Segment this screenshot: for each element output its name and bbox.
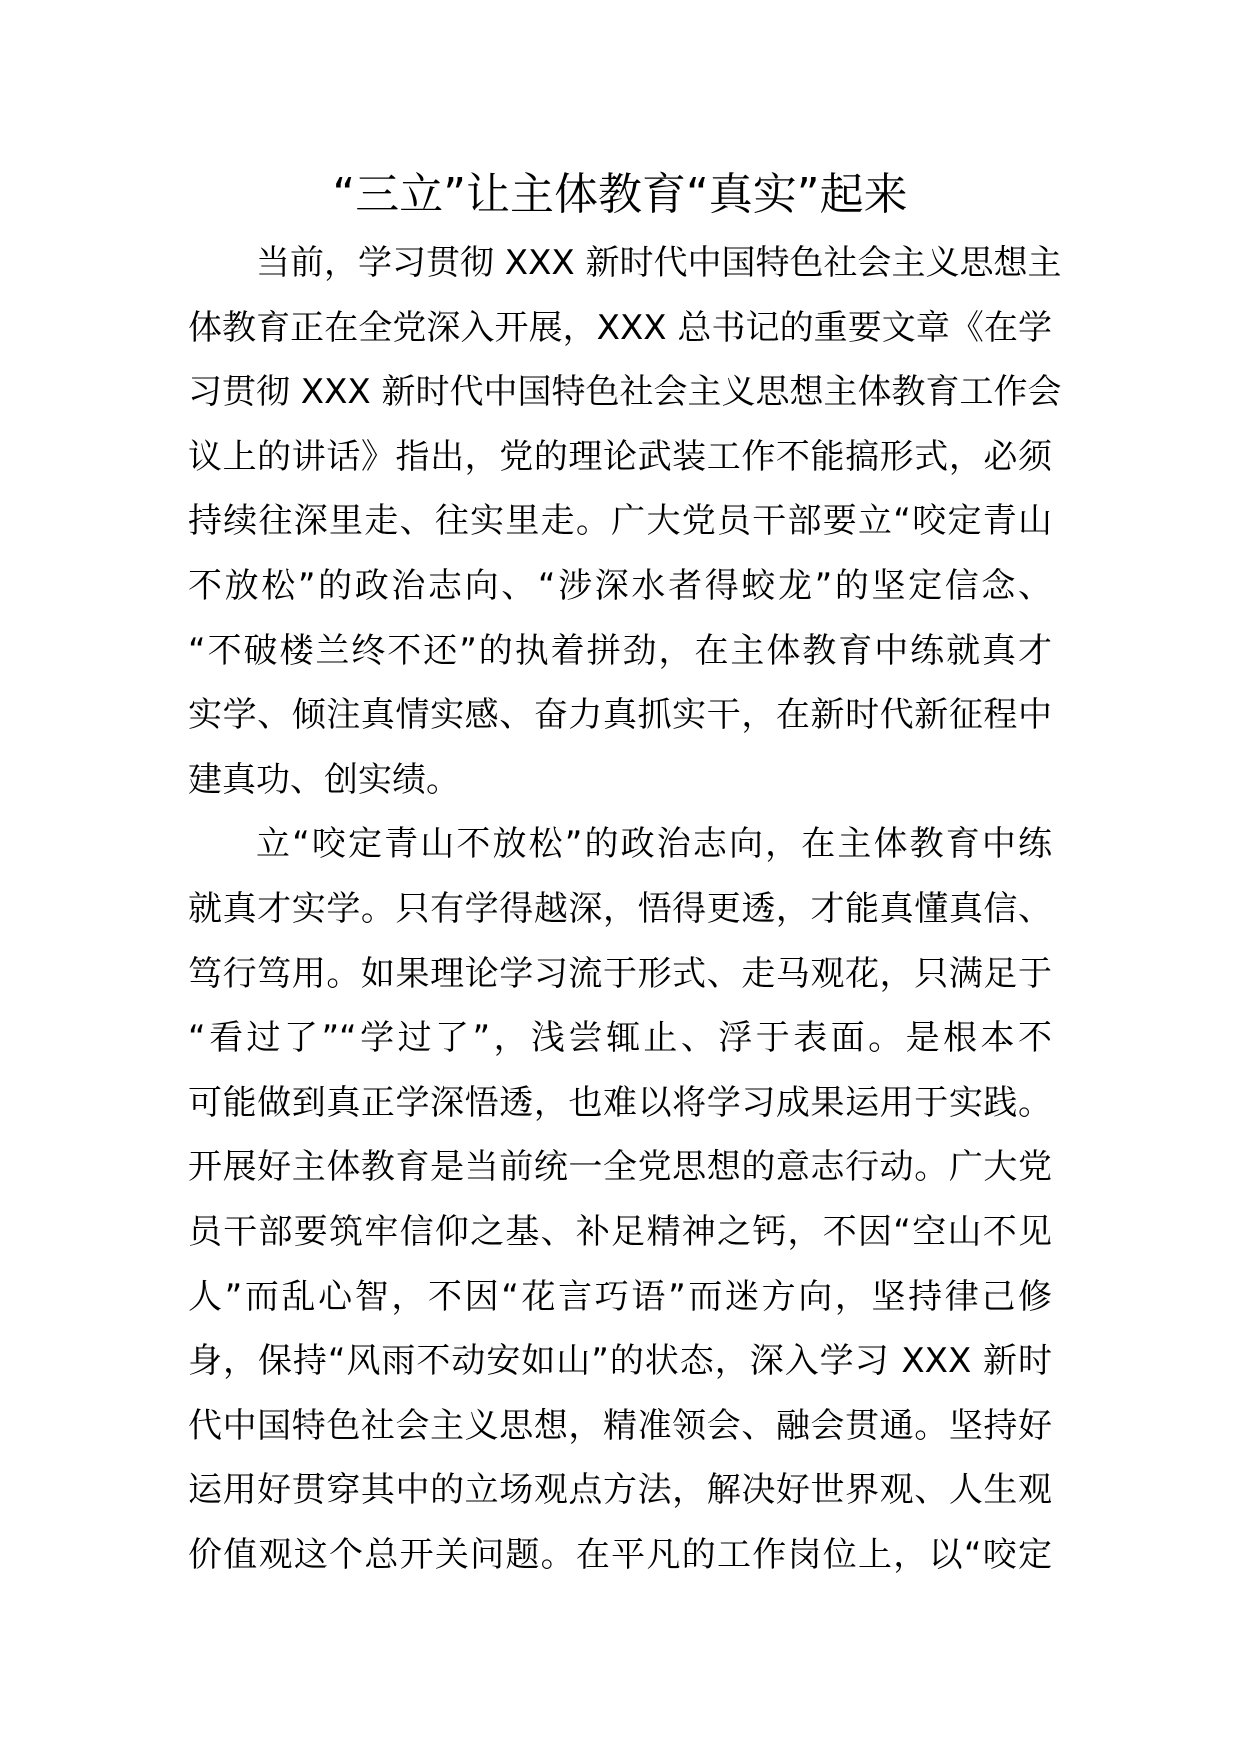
text-line: 建真功、创实绩。 [188, 759, 460, 800]
text-line: 不放松”的政治志向、“涉深水者得蛟龙”的坚定信念、 [188, 565, 1052, 606]
text-line: 立“咬定青山不放松”的政治志向，在主体教育中练 [256, 824, 1052, 865]
text-line: 代中国特色社会主义思想，精准领会、融会贯通。坚持好 [188, 1405, 1052, 1446]
text-line: 笃行笃用。如果理论学习流于形式、走马观花，只满足于 [188, 953, 1052, 994]
text-line: 体教育正在全党深入开展，XXX 总书记的重要文章《在学 [188, 307, 1052, 348]
text-line: 人”而乱心智，不因“花言巧语”而迷方向，坚持律己修 [188, 1276, 1052, 1317]
text-line: 员干部要筑牢信仰之基、补足精神之钙，不因“空山不见 [188, 1211, 1052, 1252]
text-line: 当前，学习贯彻 XXX 新时代中国特色社会主义思想主 [256, 243, 1062, 283]
text-line: 可能做到真正学深悟透，也难以将学习成果运用于实践。 [188, 1082, 1052, 1123]
text-line: 议上的讲话》指出，党的理论武装工作不能搞形式，必须 [188, 436, 1052, 477]
text-line: 开展好主体教育是当前统一全党思想的意志行动。广大党 [188, 1147, 1052, 1188]
document-body [188, 231, 1062, 1587]
text-line: 运用好贯穿其中的立场观点方法，解决好世界观、人生观 [188, 1470, 1052, 1511]
document-title: “三立”让主体教育“真实”起来 [332, 169, 908, 220]
text-line: 就真才实学。只有学得越深，悟得更透，才能真懂真信、 [188, 888, 1052, 929]
text-line: 价值观这个总开关问题。在平凡的工作岗位上，以“咬定 [188, 1534, 1052, 1575]
text-line: 持续往深里走、往实里走。广大党员干部要立“咬定青山 [188, 501, 1052, 542]
text-line: 身，保持“风雨不动安如山”的状态，深入学习 XXX 新时 [188, 1341, 1052, 1382]
text-line: “不破楼兰终不还”的执着拼劲，在主体教育中练就真才 [188, 630, 1052, 671]
text-line: 习贯彻 XXX 新时代中国特色社会主义思想主体教育工作会 [188, 372, 1062, 413]
paragraph-1 [188, 231, 1062, 812]
text-line: 实学、倾注真情实感、奋力真抓实干，在新时代新征程中 [188, 695, 1052, 736]
text-line: “看过了”“学过了”，浅尝辄止、浮于表面。是根本不 [188, 1018, 1052, 1059]
paragraph-2 [188, 812, 1052, 1587]
